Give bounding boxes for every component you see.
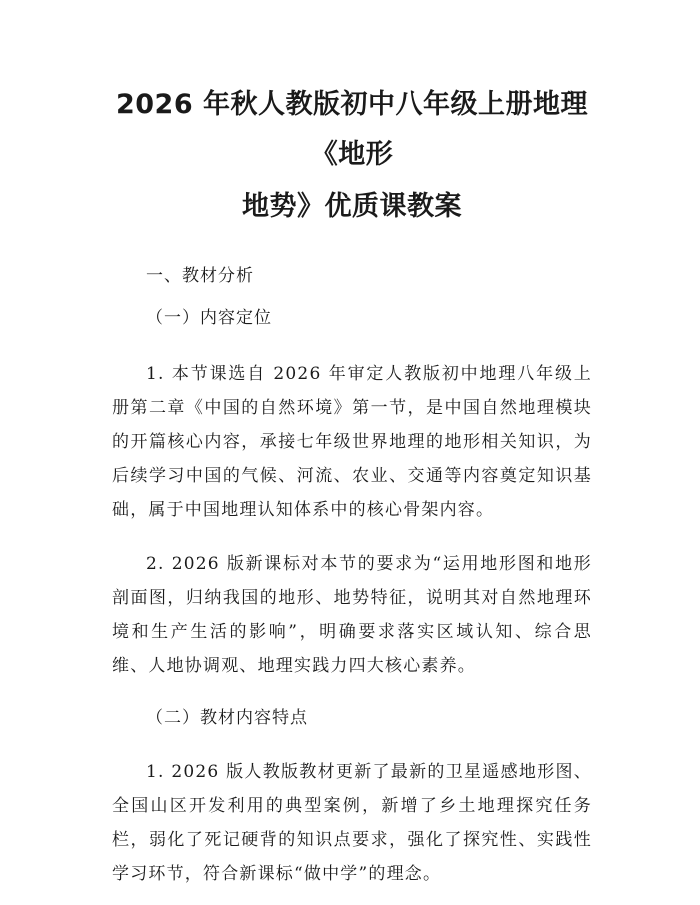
section-heading-teaching-material-analysis: 一、教材分析	[146, 266, 254, 286]
paragraph-3: 1. 2026 版人教版教材更新了最新的卫星遥感地形图、全国山区开发利用的典型案例，新增了乡土地理探究任务栏，弱化了死记硬背的知识点要求，强化了探究性、实践性学习环节，符合新课标“做中学”的理念。	[112, 762, 592, 884]
paragraph-2: 2. 2026 版新课标对本节的要求为“运用地形图和地形剖面图，归纳我国的地形、地势特征，说明其对自然地理环境和生产生活的影响”，明确要求落实区域认知、综合思维、人地协调观、地理实践力四大核心素养。	[112, 554, 592, 676]
paragraph-1: 1. 本节课选自 2026 年审定人教版初中地理八年级上册第二章《中国的自然环境》第一节，是中国自然地理模块的开篇核心内容，承接七年级世界地理的地形相关知识，为后续学习中国的气候、河流、农业、交通等内容奠定知识基础，属于中国地理认知体系中的核心骨架内容。	[112, 364, 592, 520]
title-line-1: 2026 年秋人教版初中八年级上册地理《地形	[115, 89, 589, 170]
subsection-heading-content-positioning: （一）内容定位	[146, 308, 272, 328]
document-body	[112, 261, 592, 891]
subsection-heading-content-features: （二）教材内容特点	[146, 708, 308, 728]
document-title	[112, 0, 592, 232]
title-line-2: 地势》优质课教案	[242, 191, 462, 222]
